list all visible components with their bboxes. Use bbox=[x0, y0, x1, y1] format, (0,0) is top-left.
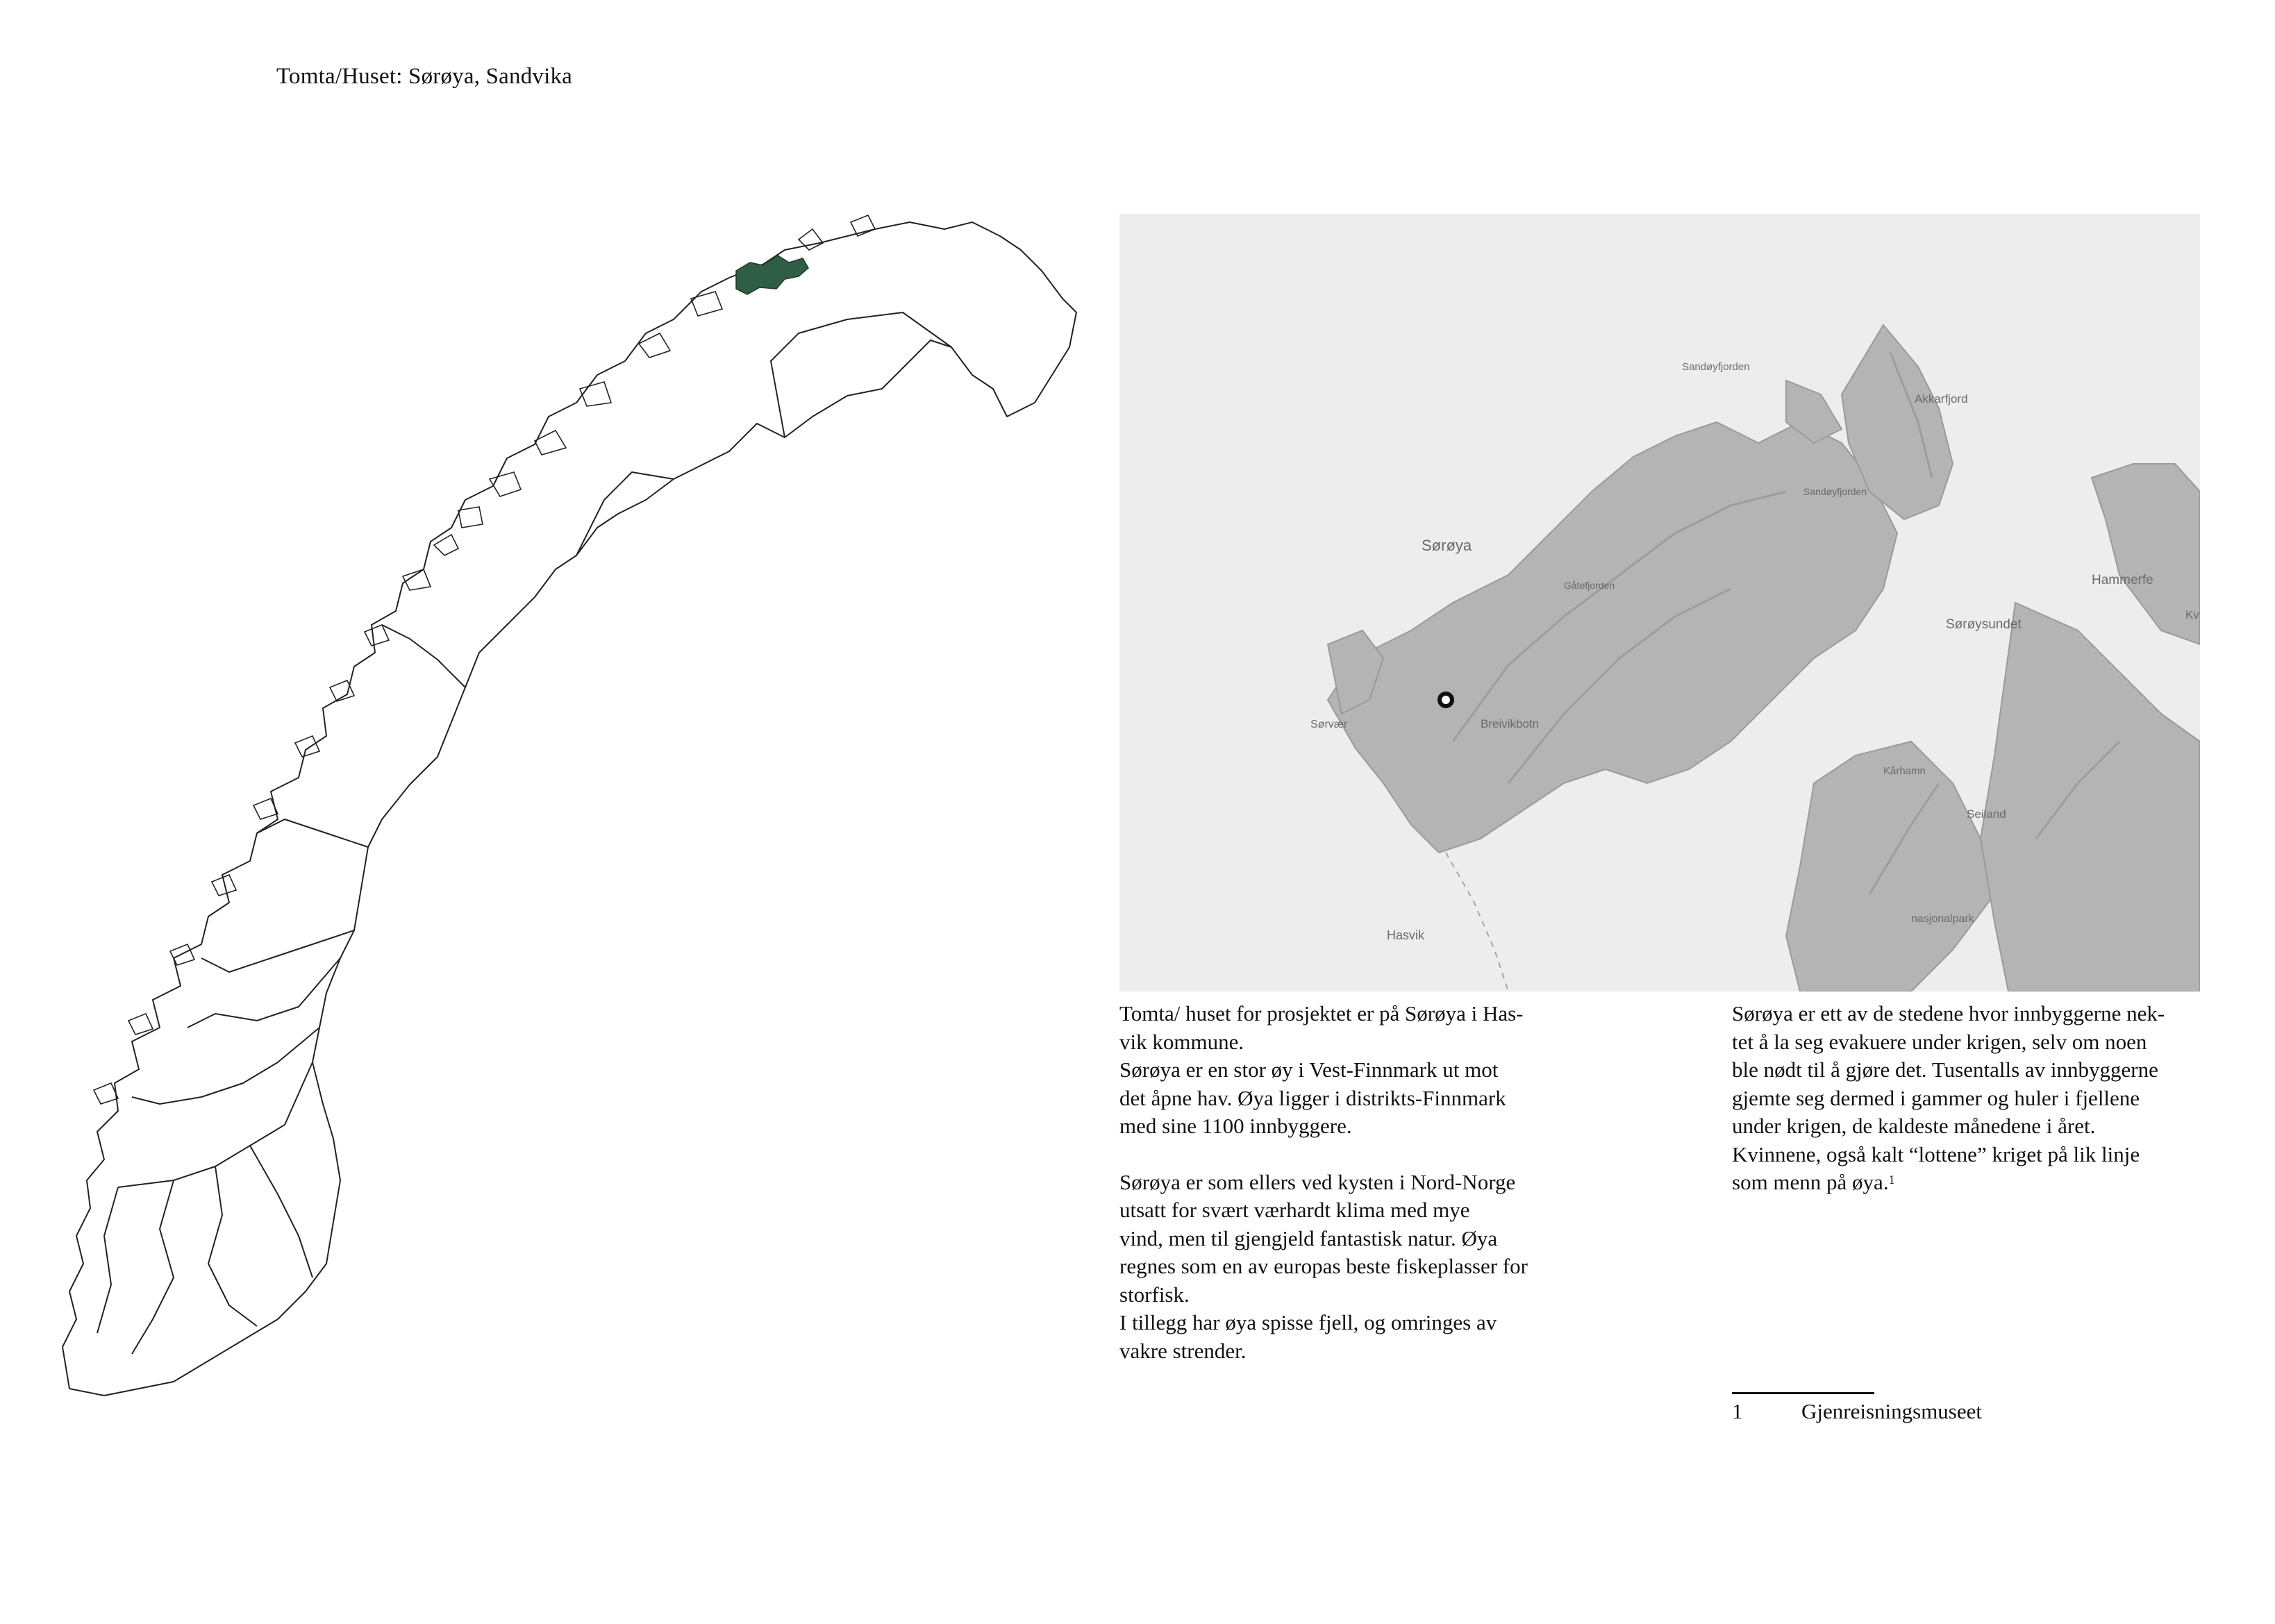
footnote-marker: 1 bbox=[1888, 1173, 1895, 1187]
footnote-number: 1 bbox=[1732, 1399, 1743, 1423]
text-line: Sørøya er som ellers ved kysten i Nord-Norge bbox=[1119, 1169, 1516, 1194]
text-column-left bbox=[1119, 1000, 1578, 1365]
footnote-rule bbox=[1732, 1392, 1874, 1394]
map-label-sandoyfjorden: Sandøyfjorden bbox=[1682, 361, 1750, 373]
paragraph-gap bbox=[1119, 1141, 1578, 1169]
text-line: storfisk. bbox=[1119, 1282, 1190, 1307]
soroya-highlight bbox=[736, 256, 808, 294]
norway-outline-map bbox=[49, 208, 1104, 1444]
text-column-right bbox=[1732, 1000, 2204, 1197]
text-line: vind, men til gjengjeld fantastisk natur. Øya bbox=[1119, 1225, 1498, 1250]
map-label-breivikbotn: Breivikbotn bbox=[1481, 717, 1540, 730]
text-line: utsatt for svært værhardt klima med mye bbox=[1119, 1198, 1470, 1222]
map-label-gaatefjorden: Gåtefjorden bbox=[1564, 580, 1615, 591]
map-label-kv: Kv bbox=[2185, 608, 2199, 621]
text-line: vik kommune. bbox=[1119, 1029, 1244, 1054]
text-line: Kvinnene, også kalt “lottene” kriget på lik linje bbox=[1732, 1141, 2140, 1166]
map-label-hammerfest: Hammerfe bbox=[2092, 573, 2153, 587]
map-label-soroysundet: Sørøysundet bbox=[1946, 617, 2022, 632]
text-line: det åpne hav. Øya ligger i distrikts-Finnmark bbox=[1119, 1085, 1506, 1110]
location-marker-icon bbox=[1440, 694, 1452, 706]
map-label-nasjonalpark: nasjonalpark bbox=[1911, 913, 1974, 925]
text-line: Sørøya er ett av de stedene hvor innbyggerne nek- bbox=[1732, 1001, 2165, 1026]
footnote bbox=[1732, 1399, 1982, 1424]
map-label-hasvik: Hasvik bbox=[1387, 928, 1425, 942]
text-line: regnes som en av europas beste fiskeplasser for bbox=[1119, 1254, 1528, 1278]
text-line: gjemte seg dermed i gammer og huler i fjellene bbox=[1732, 1085, 2140, 1110]
text-line: tet å la seg evakuere under krigen, selv om noen bbox=[1732, 1029, 2147, 1054]
text-line: under krigen, de kaldeste månedene i året. bbox=[1732, 1114, 2096, 1138]
text-line: Sørøya er en stor øy i Vest-Finnmark ut mot bbox=[1119, 1057, 1499, 1082]
text-line: vakre strender. bbox=[1119, 1338, 1247, 1363]
map-label-sandoyfjorden-2: Sandøyfjorden bbox=[1803, 486, 1867, 497]
text-line: med sine 1100 innbyggere. bbox=[1119, 1114, 1352, 1138]
map-label-karhamn: Kårhamn bbox=[1883, 765, 1926, 777]
text-line-with-footnote bbox=[1732, 1169, 2204, 1197]
text-line: som menn på øya. bbox=[1732, 1170, 1889, 1194]
text-line: Tomta/ huset for prosjektet er på Sørøya i Has- bbox=[1119, 1001, 1524, 1026]
page-header: Tomta/Huset: Sørøya, Sandvika bbox=[276, 64, 573, 89]
norway-border bbox=[62, 222, 1076, 1396]
text-line: ble nødt til å gjøre det. Tusentalls av innbyggerne bbox=[1732, 1057, 2158, 1082]
map-label-seiland: Seiland bbox=[1967, 807, 2006, 821]
map-label-akkarfjord: Akkarfjord bbox=[1915, 392, 1968, 405]
soroya-terrain-map bbox=[1119, 214, 2200, 991]
footnote-text: Gjenreisningsmuseet bbox=[1801, 1399, 1983, 1423]
map-label-soroya: Sørøya bbox=[1422, 537, 1472, 554]
text-line: I tillegg har øya spisse fjell, og omringes av bbox=[1119, 1310, 1497, 1334]
map-label-sorvaer: Sørvær bbox=[1310, 719, 1348, 730]
